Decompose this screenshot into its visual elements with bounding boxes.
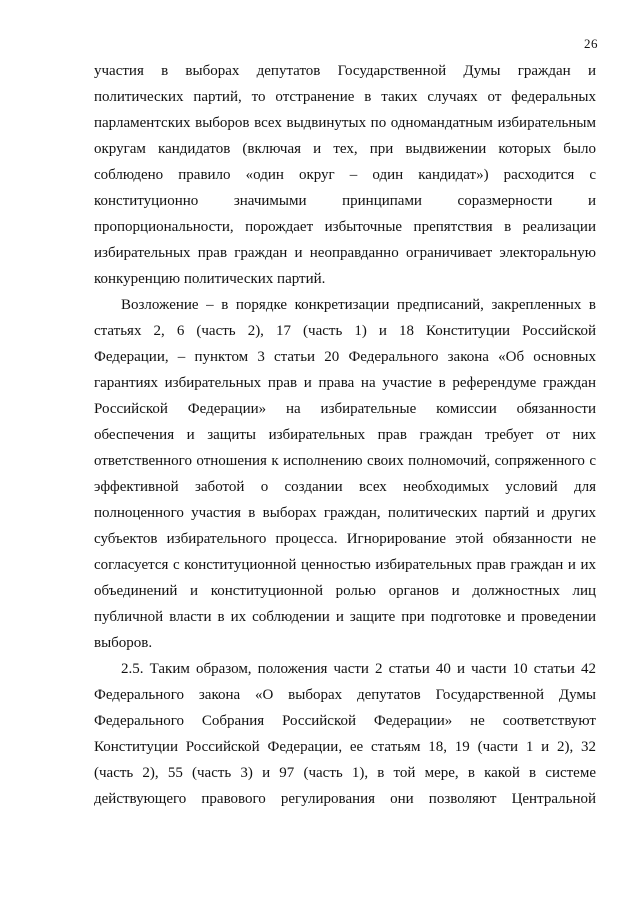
text-line: Федерального закона «О выборах депутатов Государственной Думы xyxy=(94,687,596,703)
text-line: парламентских выборов всех выдвинутых по одномандатным избирательным xyxy=(94,115,596,131)
text-line: субъектов избирательного процесса. Игнорирование этой обязанности не xyxy=(94,531,596,547)
text-line: (часть 2), 55 (часть 3) и 97 (часть 1), в той мере, в какой в системе xyxy=(94,765,596,781)
text-line: конкуренцию политических партий. xyxy=(94,271,326,287)
text-line: Конституции Российской Федерации, ее статьям 18, 19 (части 1 и 2), 32 xyxy=(94,739,596,755)
text-line: действующего правового регулирования они позволяют Центральной xyxy=(94,791,596,807)
page-number: 26 xyxy=(584,36,598,51)
text-line: публичной власти в их соблюдении и защите при подготовке и проведении xyxy=(94,609,596,625)
text-line: полноценного участия в выборах граждан, политических партий и других xyxy=(94,505,596,521)
text-line: эффективной заботой о создании всех необходимых условий для xyxy=(94,479,596,495)
text-line: обеспечения и защиты избирательных прав граждан требует от них xyxy=(94,427,596,443)
text-line: Возложение – в порядке конкретизации предписаний, закрепленных в xyxy=(121,297,596,313)
text-line: Федерации, – пунктом 3 статьи 20 Федерального закона «Об основных xyxy=(94,349,596,365)
text-line: ответственного отношения к исполнению своих полномочий, сопряженного с xyxy=(94,453,596,469)
text-line: конституционно значимыми принципами соразмерности и xyxy=(94,193,596,209)
text-line: участия в выборах депутатов Государственной Думы граждан и xyxy=(94,63,596,79)
text-line: согласуется с конституционной ценностью избирательных прав граждан и их xyxy=(94,557,596,573)
text-line: выборов. xyxy=(94,635,153,651)
text-line: политических партий, то отстранение в таких случаях от федеральных xyxy=(94,89,596,105)
text-line: избирательных прав граждан и неоправданно ограничивает электоральную xyxy=(94,245,596,261)
text-line: Российской Федерации» на избирательные комиссии обязанности xyxy=(94,401,596,417)
text-line: объединений и конституционной ролью органов и должностных лиц xyxy=(94,583,596,599)
text-line: соблюдено правило «один округ – один кандидат») расходится с xyxy=(94,167,596,183)
text-line: гарантиях избирательных прав и права на участие в референдуме граждан xyxy=(94,375,596,391)
text-line: статьях 2, 6 (часть 2), 17 (часть 1) и 18 Конституции Российской xyxy=(94,323,596,339)
text-line: пропорциональности, порождает избыточные препятствия в реализации xyxy=(94,219,596,235)
text-line: округам кандидатов (включая и тех, при выдвижении которых было xyxy=(94,141,596,157)
text-line: 2.5. Таким образом, положения части 2 статьи 40 и части 10 статьи 42 xyxy=(121,661,596,677)
text-line: Федерального Собрания Российской Федерации» не соответствуют xyxy=(94,713,596,729)
